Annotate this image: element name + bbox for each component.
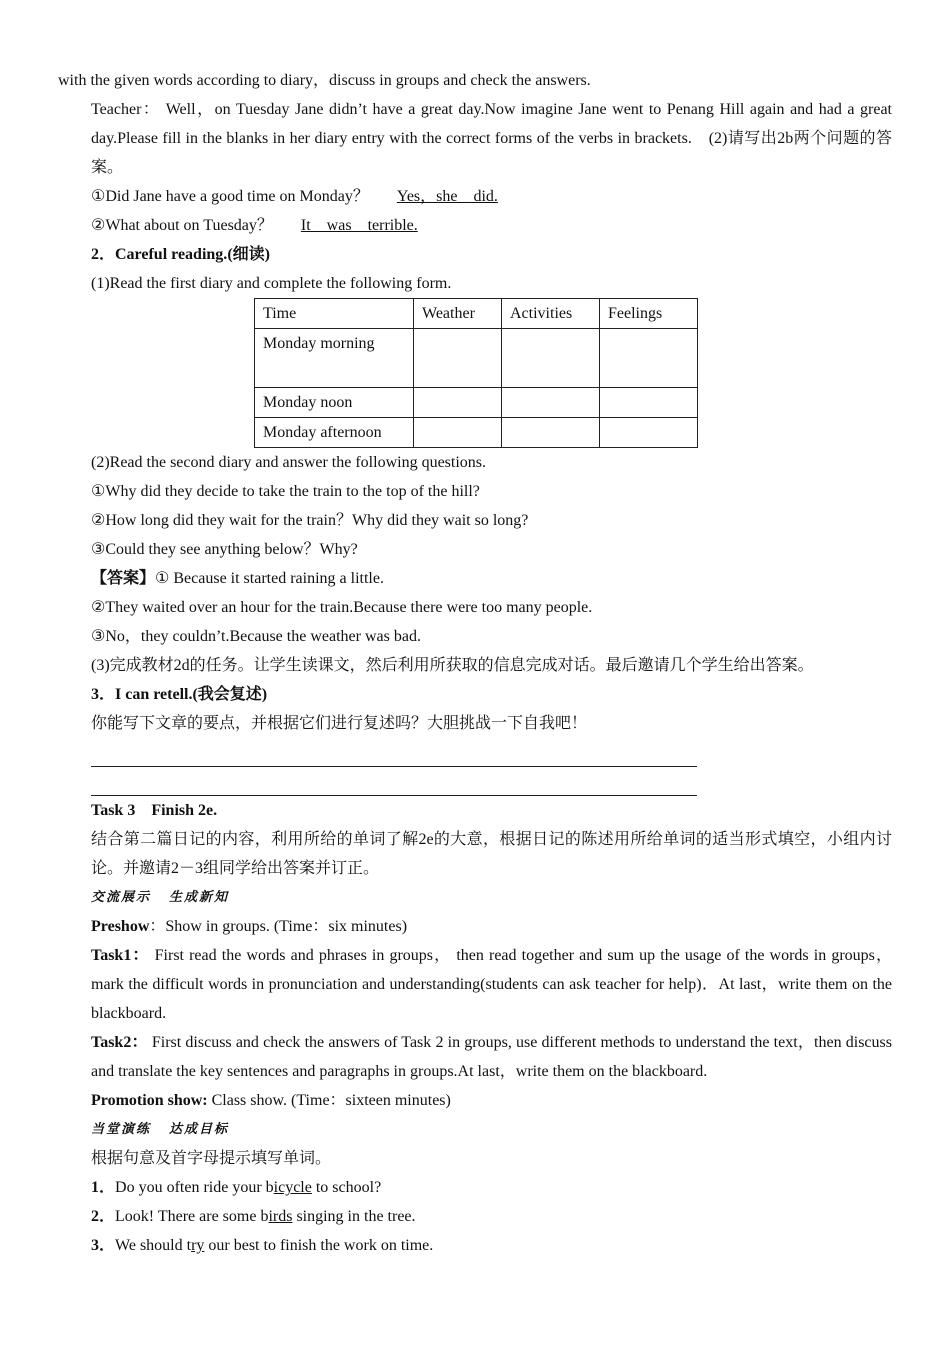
table-cell: Monday noon (255, 388, 414, 418)
answer-3: ③No，they couldn’t.Because the weather was bad. (91, 628, 421, 645)
list-item: ③Could they see anything below？Why? (91, 541, 358, 558)
intro-line: with the given words according to diary，discuss in groups and check the answers. (58, 72, 591, 89)
preshow-text: ：Show in groups. (Time：six minutes) (149, 918, 408, 935)
fill-instruction: 根据句意及首字母提示填写单词。 (91, 1150, 332, 1167)
retell-cn: (我会复述) (192, 686, 268, 703)
exercise-item (58, 1231, 892, 1260)
exercise-answer: irds (268, 1208, 293, 1225)
careful-reading-heading (58, 240, 892, 269)
list-item: ①Why did they decide to take the train to the top of the hill? (91, 483, 480, 500)
section-label-exchange (58, 883, 892, 912)
table-cell (414, 329, 502, 388)
exercise-number: 2． (91, 1208, 116, 1225)
exercise-number: 1． (91, 1179, 116, 1196)
table-header-row (255, 299, 698, 329)
answer-1 (58, 564, 892, 593)
read-first-instruction: (1)Read the first diary and complete the following form. (91, 275, 452, 292)
promotion-text: Class show. (Time：sixteen minutes) (207, 1092, 451, 1109)
question-2-answer: It was terrible. (300, 217, 418, 234)
table-cell (502, 418, 600, 448)
task1-label: Task1： (91, 947, 150, 964)
preshow-label: Preshow (91, 918, 150, 935)
read-second-instruction: (2)Read the second diary and answer the following questions. (91, 454, 487, 471)
retell-heading (58, 680, 892, 709)
exercise-item (58, 1173, 892, 1202)
list-item: ②How long did they wait for the train？Why did they wait so long? (91, 512, 529, 529)
section-label-a: 交流展示 (91, 890, 152, 905)
table-header-cell: Feelings (600, 299, 698, 329)
task1-text: First read the words and phrases in groups， then read together and sum up the usage of the words in groups，mark the difficult words in pronunciation and understanding(students can ask teacher for help)．At last，write them on the blackboard. (91, 947, 892, 1022)
exercise-text: our best to finish the work on time. (204, 1237, 434, 1254)
exercise-text: We should t (115, 1237, 192, 1254)
table-row (255, 388, 698, 418)
table-header-cell: Activities (502, 299, 600, 329)
table-cell (414, 418, 502, 448)
exercise-answer: icycle (273, 1179, 312, 1196)
retell-prompt: 你能写下文章的要点，并根据它们进行复述吗？大胆挑战一下自我吧！ (91, 715, 588, 732)
task-2d-instruction: (3)完成教材2d的任务。让学生读课文，然后利用所获取的信息完成对话。最后邀请几个学生给出答案。 (91, 657, 814, 674)
section-label-practice (58, 1115, 892, 1144)
exercise-item (58, 1202, 892, 1231)
promotion-label: Promotion show: (91, 1092, 208, 1109)
exercise-text: singing in the tree. (292, 1208, 416, 1225)
retell-title: 3．I can retell. (91, 686, 193, 703)
task3-heading: Task 3 Finish 2e. (91, 802, 218, 819)
question-1-text: ①Did Jane have a good time on Monday？ (91, 188, 369, 205)
exercise-text: to school? (311, 1179, 382, 1196)
table-cell: Monday afternoon (255, 418, 414, 448)
table-cell: Monday morning (255, 329, 414, 388)
answer-blank-line (91, 738, 697, 767)
exercise-answer: ry (191, 1237, 205, 1254)
careful-reading-title: 2．Careful reading. (91, 246, 228, 263)
table-header-cell: Weather (414, 299, 502, 329)
document-page (58, 66, 892, 1260)
preshow-line (58, 912, 892, 941)
exercise-text: Look! There are some b (115, 1208, 269, 1225)
task2-label: Task2： (91, 1034, 148, 1051)
teacher-paragraph: Teacher： Well，on Tuesday Jane didn’t have a great day.Now imagine Jane went to Penang Hill again and had a great day.Please fill in the blanks in her diary entry with the correct forms of the verbs in brackets. (2)请写出2b两个问题的答案。 (91, 101, 892, 176)
answer-label: 【答案】 (91, 570, 156, 587)
section-label-a: 当堂演练 (91, 1122, 152, 1137)
answer-2: ②They waited over an hour for the train.Because there were too many people. (91, 599, 593, 616)
task3-description: 结合第二篇日记的内容，利用所给的单词了解2e的大意，根据日记的陈述用所给单词的适当形式填空，小组内讨论。并邀请2－3组同学给出答案并订正。 (91, 831, 892, 877)
table-row (255, 329, 698, 388)
table-header-cell: Time (255, 299, 414, 329)
table-cell (414, 388, 502, 418)
task2-paragraph (58, 1028, 892, 1086)
task1-paragraph (58, 941, 892, 1028)
exercise-text: Do you often ride your b (115, 1179, 274, 1196)
table-cell (600, 388, 698, 418)
table-cell (600, 329, 698, 388)
promotion-line (58, 1086, 892, 1115)
question-2-text: ②What about on Tuesday？ (91, 217, 273, 234)
table-cell (502, 388, 600, 418)
section-label-b: 生成新知 (169, 890, 230, 905)
question-1 (58, 182, 892, 211)
answer-1-text: ① Because it started raining a little. (155, 570, 384, 587)
exercise-number: 3． (91, 1237, 116, 1254)
careful-reading-cn: (细读) (227, 246, 270, 263)
question-2 (58, 211, 892, 240)
diary-form-table (254, 298, 698, 448)
question-1-answer: Yes，she did. (396, 188, 498, 205)
task2-text: First discuss and check the answers of Task 2 in groups, use different methods to understand the text，then discuss and translate the key sentences and paragraphs in groups.At last，write them on the blackboard. (91, 1034, 892, 1080)
table-cell (502, 329, 600, 388)
table-cell (600, 418, 698, 448)
table-row (255, 418, 698, 448)
answer-blank-line (91, 767, 697, 796)
section-label-b: 达成目标 (169, 1122, 230, 1137)
